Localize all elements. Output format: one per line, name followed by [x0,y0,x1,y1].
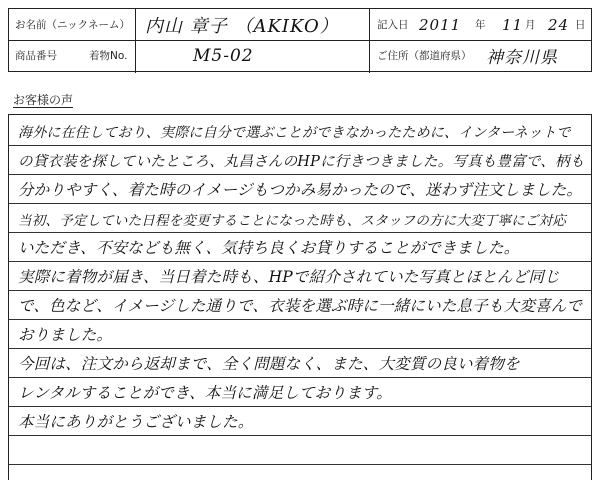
date-day: 24 [548,15,570,34]
voice-line [9,146,591,175]
day-char: 日 [575,19,586,31]
name-label: お名前（ニックネーム） [15,19,130,31]
voice-line [9,378,591,407]
customer-voice-box [8,114,592,480]
kimono-label: 着物No. [89,50,128,62]
day-char-cell [575,9,586,40]
voice-line-text: 今回は、注文から返却まで、全く問題なく、また、大変質の良い着物を [18,355,520,373]
year-char-cell [475,9,486,40]
month-char: 月 [525,19,536,31]
voice-line-text: 当初、予定していた日程を変更することになった時も、スタッフの方に大変丁寧にご対応 [18,213,566,229]
voice-line [9,320,591,349]
voice-line [9,233,591,262]
customer-info-form [8,8,592,72]
date-label: 記入日 [377,19,409,31]
form-row-product [9,40,591,71]
month-char-cell [525,9,536,40]
voice-line [9,291,591,320]
divider-date-col [369,9,370,73]
customer-voice-heading: お客様の声 [13,93,74,107]
name-value: 内山 章子 （AKIKO） [145,15,339,37]
voice-line-text: 分かりやすく、着た時のイメージもつかみ易かったので、迷わず注文しました。 [18,181,583,199]
voice-line-text: 本当にありがとうございました。 [18,413,254,431]
product-label: 商品番号 [15,50,57,62]
address-label-cell [377,40,472,71]
voice-line [9,117,591,146]
address-label: ご住所（都道府県） [377,50,472,62]
product-label-cell [15,40,57,71]
divider-name-col [135,9,136,73]
form-row-name [9,9,591,41]
voice-line-text: 実際に着物が届き、当日着た時も、HPで紹介されていた写真とほとんど同じ [18,268,560,286]
address-value: 神奈川県 [486,48,558,68]
voice-line-text: で、色など、イメージした通りで、衣装を選ぶ時に一緒にいた息子も大変喜んで [18,297,583,315]
voice-line-text: 海外に在住しており、実際に自分で選ぶことができなかったために、インターネットで [18,125,571,141]
voice-line-text: レンタルすることができ、本当に満足しております。 [18,384,392,402]
address-value-cell [486,40,558,71]
kimono-label-cell [89,40,127,71]
product-value: M5-02 [193,45,254,66]
name-value-cell [145,9,339,40]
voice-line-text: いただき、不安なども無く、気持ち良くお貸りすることができました。 [18,239,520,257]
date-year: 2011 [419,15,462,34]
voice-line [9,349,591,378]
voice-line [9,262,591,291]
date-label-cell [377,9,409,40]
name-label-cell [15,9,130,40]
voice-line [9,436,591,465]
voice-line-text: の貸衣装を探していたところ、丸昌さんのHPに行きつきました。写真も豊富で、柄も [18,154,585,170]
voice-line [9,407,591,436]
voice-line [9,204,591,233]
date-month: 11 [502,15,524,34]
product-value-cell [193,40,254,71]
date-month-cell [502,9,523,40]
year-char: 年 [475,19,486,31]
voice-line-text: おりました。 [18,326,113,344]
date-day-cell [548,9,569,40]
voice-line [9,175,591,204]
date-year-cell [419,9,461,40]
